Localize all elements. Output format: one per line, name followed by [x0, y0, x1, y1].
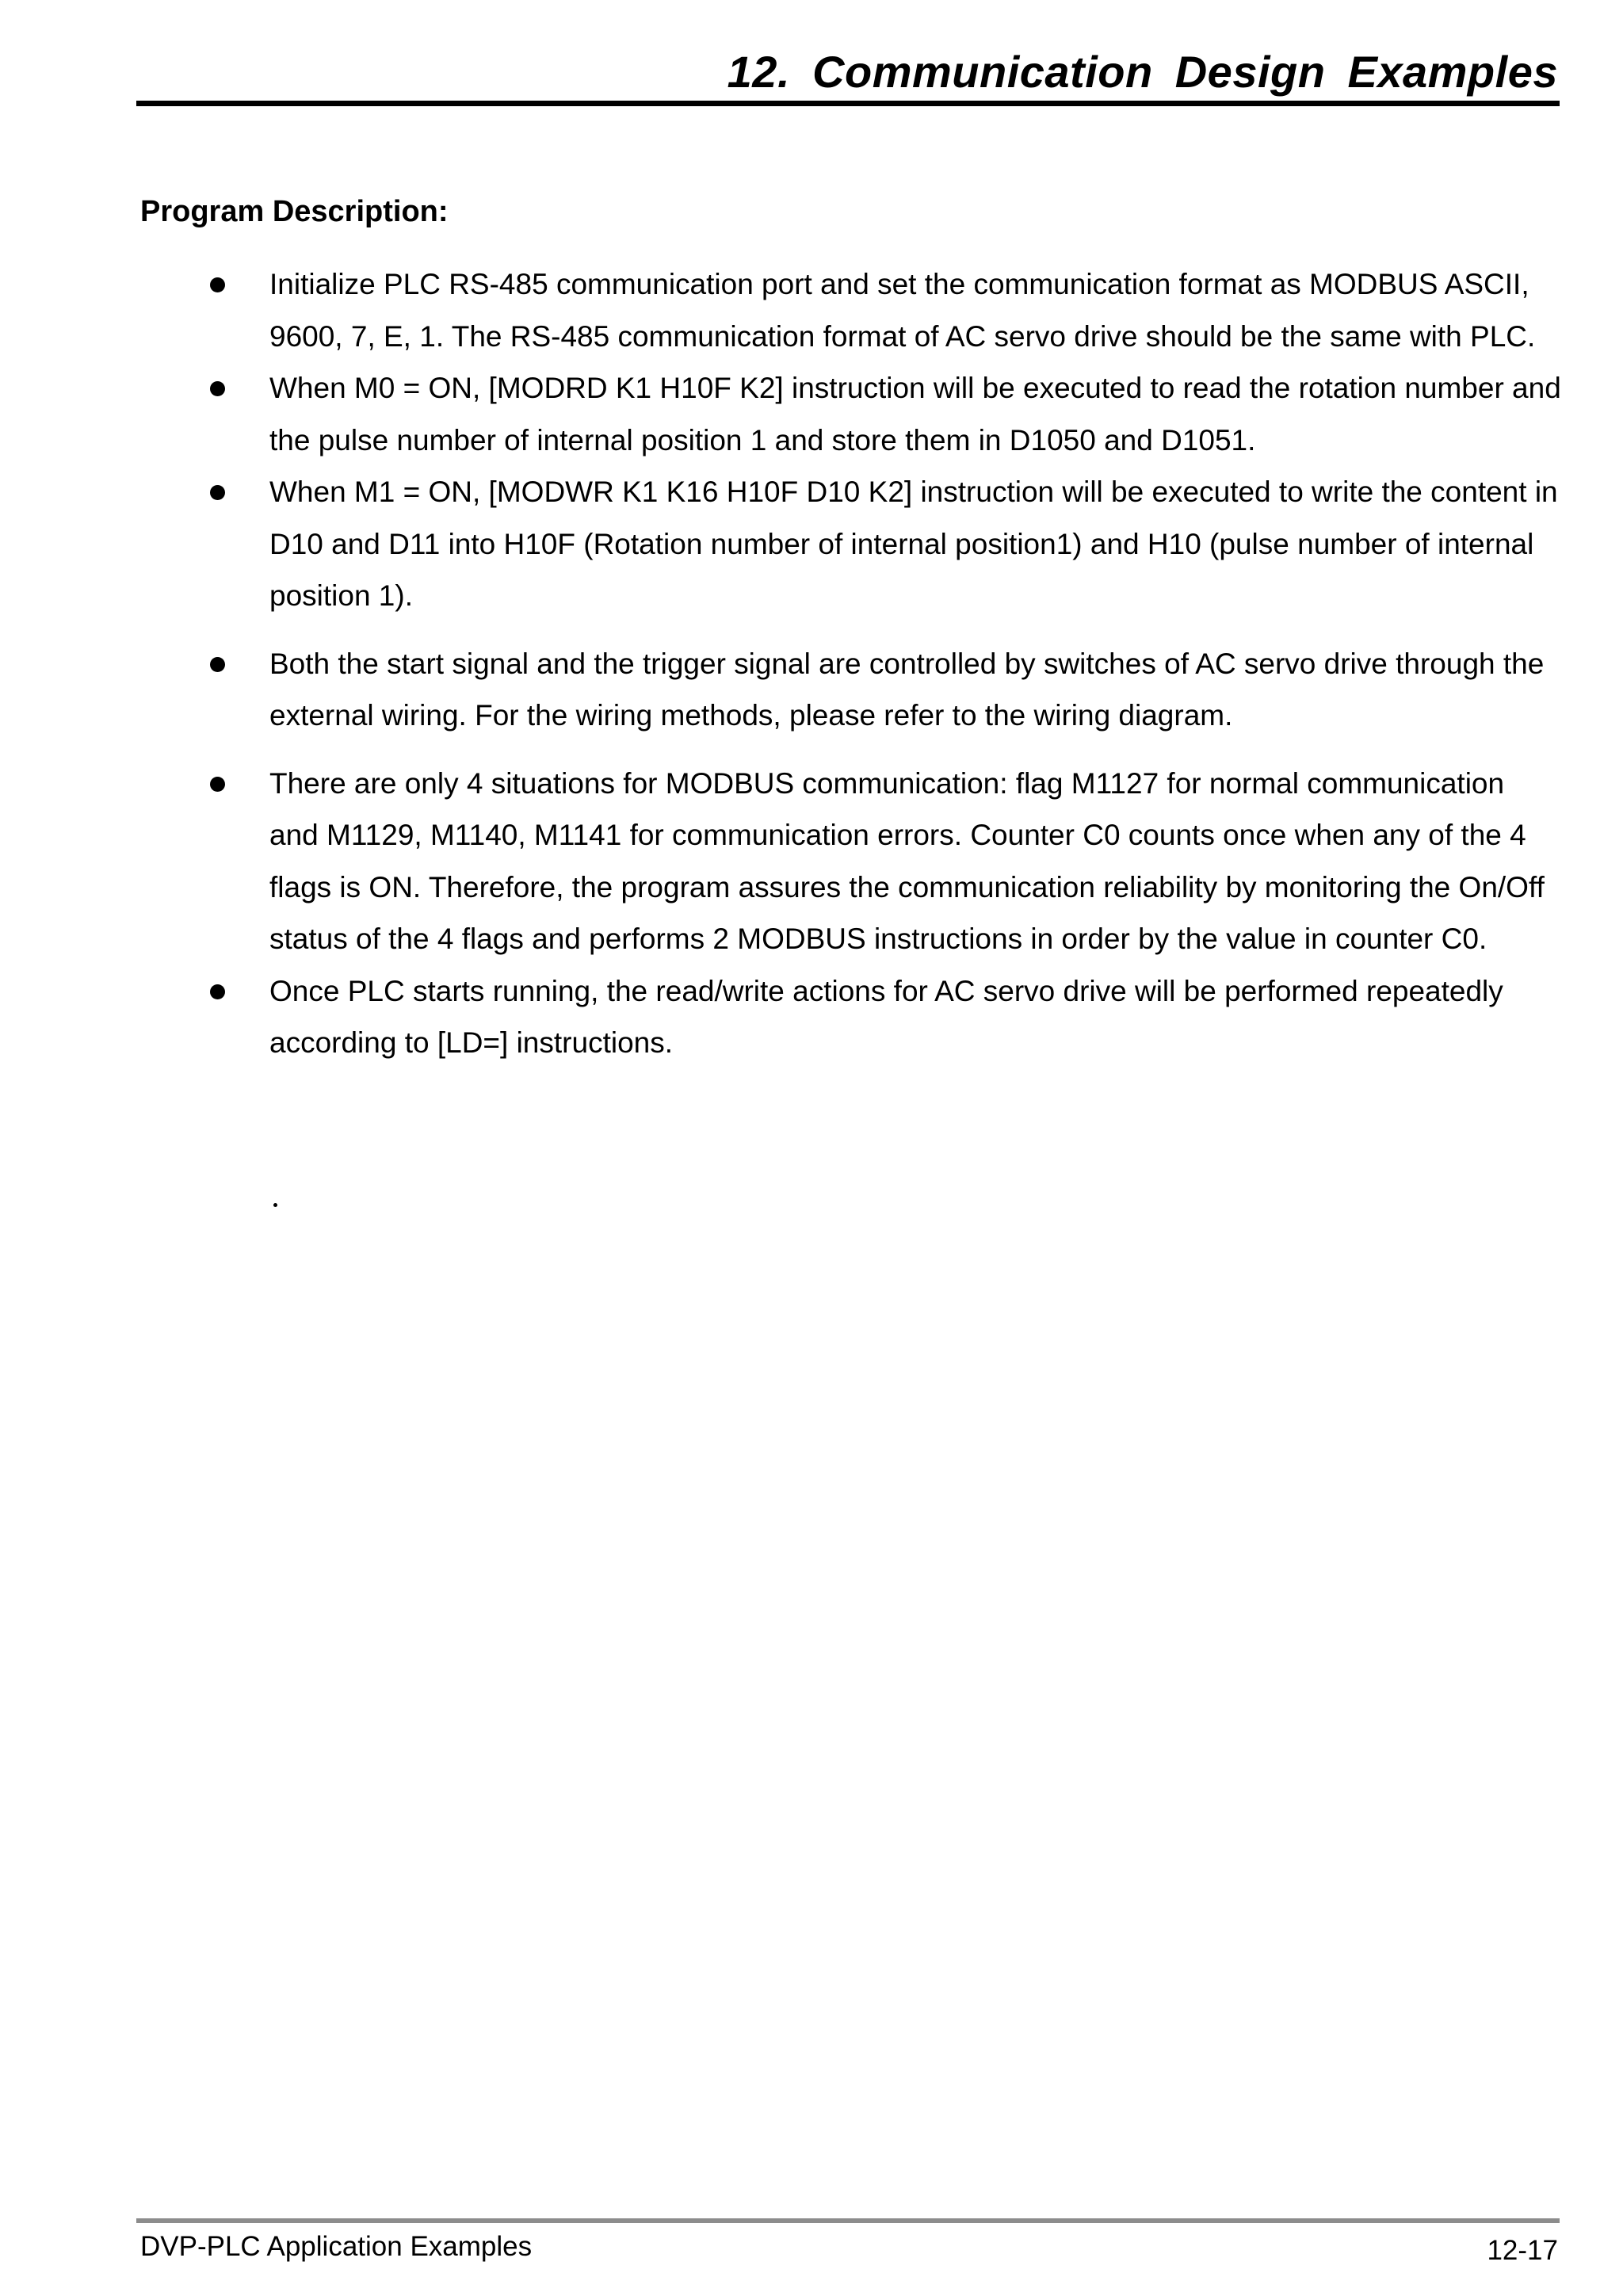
footer-page-number: 12-17: [1487, 2235, 1558, 2266]
list-item-text: There are only 4 situations for MODBUS communication: flag M1127 for normal communication and M1129, M1140, M1141 for communication errors. Counter C0 counts once when any of the 4 flags is ON. Therefore, the program assures the communication reliability by monitoring the On/Off status of the 4 flags and performs 2 MODBUS instructions in order by the value in counter C0.: [269, 766, 1545, 955]
section-heading: Program Description:: [140, 195, 449, 228]
list-item: [269, 466, 1561, 622]
list-item: [269, 638, 1561, 742]
list-item: [269, 758, 1561, 965]
bullet-icon: [210, 485, 225, 500]
header-divider: [136, 101, 1560, 106]
list-item-text: When M1 = ON, [MODWR K1 K16 H10F D10 K2] instruction will be executed to write the content in D10 and D11 into H10F (Rotation number of internal position1) and H10 (pulse number of internal position 1).: [269, 476, 1558, 612]
list-item: [269, 362, 1561, 466]
bullet-icon: [210, 777, 225, 792]
list-item: [269, 258, 1561, 362]
list-item-text: Once PLC starts running, the read/write actions for AC servo drive will be performed repeatedly according to [LD=] instructions.: [269, 974, 1503, 1059]
bullet-icon: [210, 984, 225, 999]
chapter-title: 12. Communication Design Examples: [727, 47, 1558, 97]
list-item-text: Both the start signal and the trigger signal are controlled by switches of AC servo drive through the external wiring. For the wiring methods, please refer to the wiring diagram.: [269, 647, 1545, 732]
bullet-icon: [210, 381, 225, 396]
bullet-icon: [210, 277, 225, 292]
list-item-text: Initialize PLC RS-485 communication port and set the communication format as MODBUS ASCII, 9600, 7, E, 1. The RS-485 communication format of AC servo drive should be the same with PLC.: [269, 268, 1536, 353]
list-item-text: When M0 = ON, [MODRD K1 H10F K2] instruction will be executed to read the rotation number and the pulse number of internal position 1 and store them in D1050 and D1051.: [269, 372, 1561, 457]
stray-period-mark: [273, 1203, 277, 1207]
footer-book-title: DVP-PLC Application Examples: [140, 2231, 533, 2262]
bullet-icon: [210, 657, 225, 672]
footer-divider: [136, 2218, 1560, 2223]
list-item: [269, 965, 1561, 1069]
program-description-list: [269, 258, 1561, 1069]
